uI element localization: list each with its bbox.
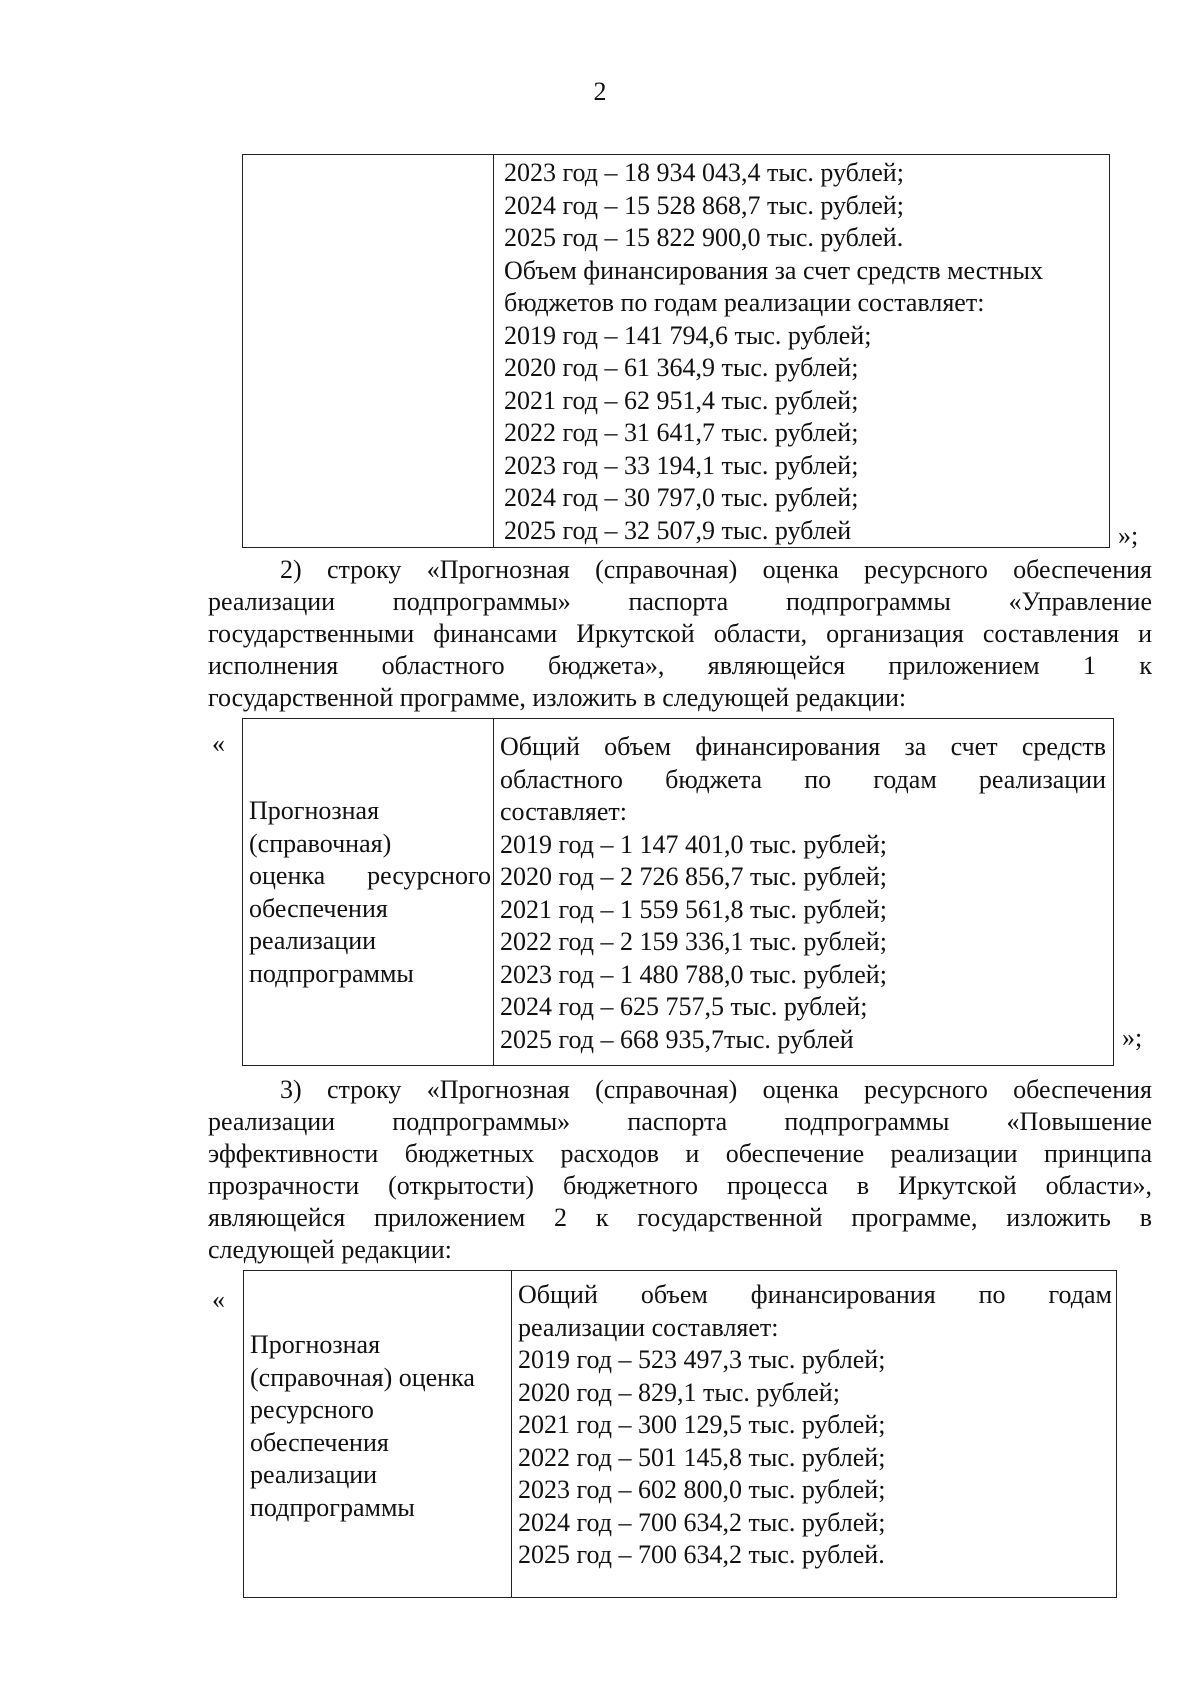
left-cell-line: (справочная) (249, 828, 392, 858)
table-row: 2022 год – 2 159 336,1 тыс. рублей; (500, 927, 887, 956)
left-cell-line: реализации (249, 926, 377, 955)
table-resource-estimate-1 (242, 718, 1114, 1066)
table-row: Общий объем финансирования за счет средств (500, 732, 1106, 761)
table-row: 2025 год – 668 935,7тыс. рублей (500, 1024, 854, 1054)
table-row: 2024 год – 15 528 868,7 тыс. рублей; (504, 190, 904, 220)
table-row: 2024 год – 30 797,0 тыс. рублей; (504, 483, 859, 512)
opening-quote-mark: « (212, 729, 225, 758)
page-number: 2 (593, 77, 607, 106)
table-row: реализации составляет: (518, 1312, 779, 1342)
table-right-cell (494, 719, 1113, 1065)
paragraph-line: реализации подпрограммы» паспорта подпрограммы «Повышение (208, 1107, 1152, 1136)
table-row: областного бюджета по годам реализации (500, 764, 1106, 794)
table-row: 2021 год – 300 129,5 тыс. рублей; (518, 1410, 886, 1439)
paragraph-line: следующей редакции: (208, 1235, 452, 1264)
left-cell-line: реализации (250, 1460, 378, 1489)
paragraph-line: государственными финансами Иркутской области, организация составления и (208, 619, 1152, 648)
table-row: 2020 год – 829,1 тыс. рублей; (518, 1377, 840, 1407)
left-cell-line: подпрограммы (249, 958, 414, 988)
table-row: 2023 год – 33 194,1 тыс. рублей; (504, 450, 859, 480)
table-continuation (242, 154, 1110, 548)
left-cell-line: обеспечения (249, 893, 388, 923)
table-row: 2022 год – 31 641,7 тыс. рублей; (504, 418, 859, 447)
table-left-cell (243, 719, 494, 1065)
table-right-cell (512, 1271, 1116, 1597)
paragraph-line: прозрачности (открытости) бюджетного процесса в Иркутской области», (208, 1171, 1152, 1200)
closing-quote-mark: »; (1122, 1023, 1143, 1052)
table-row: 2019 год – 141 794,6 тыс. рублей; (504, 320, 872, 350)
left-cell-line: подпрограммы (250, 1492, 415, 1522)
paragraph-line: реализации подпрограммы» паспорта подпрограммы «Управление (208, 587, 1152, 616)
table-row: 2021 год – 1 559 561,8 тыс. рублей; (500, 894, 887, 924)
left-cell-line: ресурсного (250, 1395, 374, 1424)
table-row: 2020 год – 61 364,9 тыс. рублей; (504, 353, 859, 382)
left-cell-line: оценка ресурсного (249, 861, 491, 890)
table-left-cell (244, 1271, 512, 1597)
table-row: составляет: (500, 797, 627, 826)
table-row: 2019 год – 1 147 401,0 тыс. рублей; (500, 829, 887, 859)
table-row: 2025 год – 700 634,2 тыс. рублей. (518, 1540, 885, 1569)
table-row: Общий объем финансирования по годам (518, 1280, 1112, 1309)
table-row: Объем финансирования за счет средств местных (504, 255, 1044, 285)
paragraph-line: государственной программе, изложить в следующей редакции: (208, 683, 907, 712)
table-row: 2025 год – 15 822 900,0 тыс. рублей. (504, 223, 904, 252)
paragraph-line: эффективности бюджетных расходов и обеспечение реализации принципа (208, 1139, 1152, 1168)
left-cell-line: Прогнозная (249, 796, 380, 825)
table-continuation-left-cell (243, 155, 494, 547)
table-row: 2023 год – 602 800,0 тыс. рублей; (518, 1475, 886, 1504)
paragraph-line: исполнения областного бюджета», являющейся приложением 1 к (208, 651, 1152, 680)
left-cell-line: (справочная) оценка (250, 1362, 475, 1392)
table-row: 2023 год – 18 934 043,4 тыс. рублей; (504, 158, 904, 187)
table-row: 2024 год – 625 757,5 тыс. рублей; (500, 992, 868, 1021)
table-resource-estimate-2 (243, 1270, 1117, 1598)
table-row: бюджетов по годам реализации составляет: (504, 288, 985, 317)
paragraph-line: являющейся приложением 2 к государственной программе, изложить в (208, 1203, 1152, 1232)
table-row: 2021 год – 62 951,4 тыс. рублей; (504, 385, 859, 415)
paragraph-line: 3) строку «Прогнозная (справочная) оценка ресурсного обеспечения (280, 1075, 1152, 1104)
left-cell-line: обеспечения (250, 1427, 389, 1457)
opening-quote-mark: « (212, 1285, 225, 1314)
table-row: 2024 год – 700 634,2 тыс. рублей; (518, 1507, 886, 1537)
table-row: 2019 год – 523 497,3 тыс. рублей; (518, 1345, 886, 1374)
table-row: 2020 год – 2 726 856,7 тыс. рублей; (500, 862, 887, 891)
table-row: 2022 год – 501 145,8 тыс. рублей; (518, 1442, 886, 1472)
table-row: 2025 год – 32 507,9 тыс. рублей (504, 515, 852, 545)
paragraph-item-3 (208, 1074, 1152, 1266)
paragraph-item-2 (208, 554, 1152, 714)
paragraph-line: 2) строку «Прогнозная (справочная) оценка ресурсного обеспечения (280, 555, 1152, 584)
left-cell-line: Прогнозная (250, 1330, 381, 1359)
table-row: 2023 год – 1 480 788,0 тыс. рублей; (500, 959, 887, 989)
table-continuation-right-cell (494, 155, 1109, 547)
closing-quote-mark: »; (1118, 521, 1139, 550)
